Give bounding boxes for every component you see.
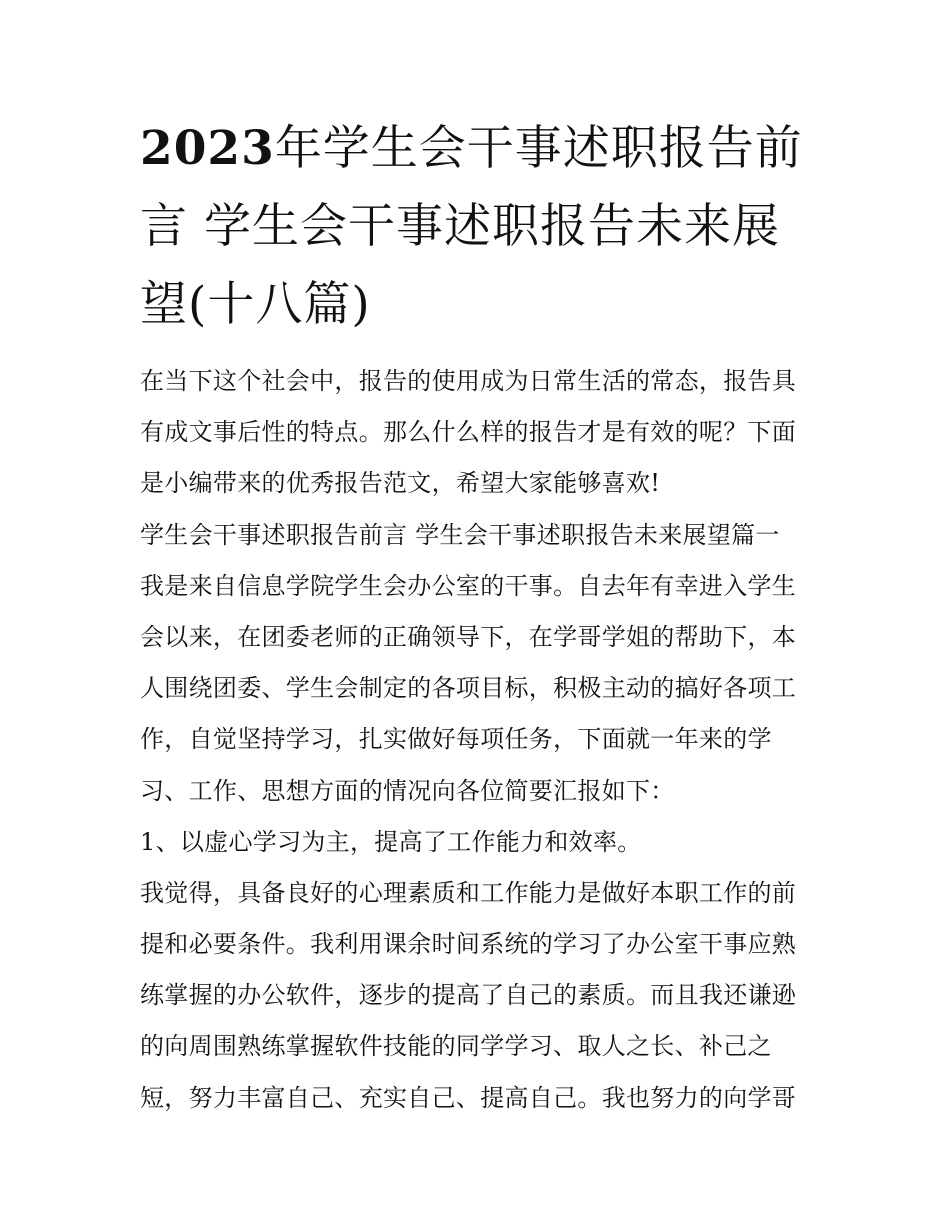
body-line: 在当下这个社会中，报告的使用成为日常生活的常态，报告具 (140, 367, 797, 395)
body-line: 短，努力丰富自己、充实自己、提高自己。我也努力的向学哥 (140, 1083, 797, 1112)
document-title (140, 110, 820, 344)
body-line: 会以来，在团委老师的正确领导下，在学哥学姐的帮助下，本 (140, 622, 797, 651)
body-line: 练掌握的办公软件，逐步的提高了自己的素质。而且我还谦逊 (140, 981, 797, 1010)
body-line: 提和必要条件。我利用课余时间系统的学习了办公室干事应熟 (140, 930, 797, 959)
body-line: 我觉得，具备良好的心理素质和工作能力是做好本职工作的前 (140, 878, 797, 907)
title-line-3: 望(十八篇) (140, 277, 371, 332)
body-line: 作，自觉坚持学习，扎实做好每项任务，下面就一年来的学 (140, 725, 772, 754)
body-line: 有成文事后性的特点。那么什么样的报告才是有效的呢？下面 (140, 418, 797, 447)
numbered-point: 1、以虚心学习为主，提高了工作能力和效率。 (140, 827, 642, 856)
title-line-1: 年学生会干事述职报告前 (274, 121, 803, 176)
body-line: 是小编带来的优秀报告范文，希望大家能够喜欢! (140, 469, 661, 498)
section-heading: 学生会干事述职报告前言 学生会干事述职报告未来展望篇一 (140, 520, 780, 549)
document-body (140, 356, 830, 1124)
title-line-2: 言 学生会干事述职报告未来展 (140, 199, 780, 254)
body-line: 我是来自信息学院学生会办公室的干事。自去年有幸进入学生 (140, 571, 797, 600)
title-year: 2023 (140, 121, 275, 176)
body-line: 习、工作、思想方面的情况向各位简要汇报如下： (140, 776, 675, 805)
body-line: 人围绕团委、学生会制定的各项目标，积极主动的搞好各项工 (140, 674, 797, 703)
body-line: 的向周围熟练掌握软件技能的同学学习、取人之长、补己之 (140, 1032, 772, 1061)
